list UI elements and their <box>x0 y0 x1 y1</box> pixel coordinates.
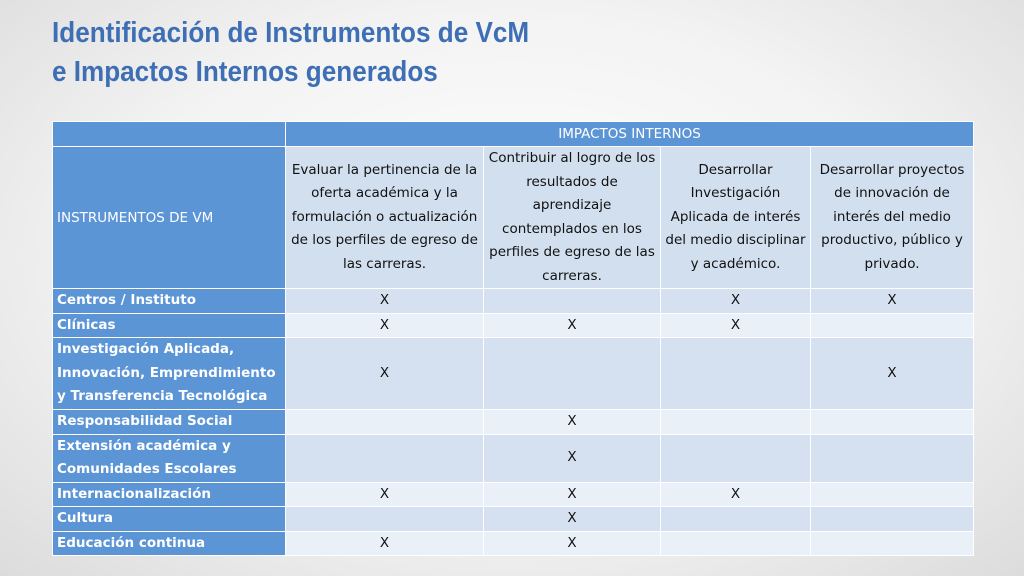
table-cell: X <box>286 531 484 556</box>
impacts-header: IMPACTOS INTERNOS <box>286 122 974 147</box>
slide-title-line-1: Identificación de Instrumentos de VcM <box>52 17 530 49</box>
row-label: Cultura <box>53 507 286 532</box>
table-row <box>53 507 974 532</box>
column-header: Desarrollar Investigación Aplicada de interés del medio disciplinar y académico. <box>661 147 811 289</box>
table-cell: X <box>484 482 661 507</box>
table-cell: X <box>661 313 811 338</box>
row-label: Educación continua <box>53 531 286 556</box>
slide-title-line-2: e Impactos Internos generados <box>52 56 438 88</box>
column-header: Contribuir al logro de los resultados de aprendizaje contemplados en los perfiles de egreso de las carreras. <box>484 147 661 289</box>
table-cell: X <box>286 289 484 314</box>
table-cell <box>811 531 974 556</box>
table-cell <box>484 338 661 410</box>
slide-title <box>52 14 529 92</box>
table-cell <box>661 507 811 532</box>
table-row <box>53 313 974 338</box>
column-header: Evaluar la pertinencia de la oferta académica y la formulación o actualización de los perfiles de egreso de las carreras. <box>286 147 484 289</box>
table-row <box>53 289 974 314</box>
table-cell: X <box>811 289 974 314</box>
row-label: Internacionalización <box>53 482 286 507</box>
table-cell: X <box>286 313 484 338</box>
row-label: Centros / Instituto <box>53 289 286 314</box>
row-label: Clínicas <box>53 313 286 338</box>
table-cell <box>811 313 974 338</box>
row-label: Extensión académica y Comunidades Escolares <box>53 434 286 482</box>
table-cell <box>661 531 811 556</box>
table-cell <box>661 410 811 435</box>
table-cell: X <box>484 434 661 482</box>
table-cell: X <box>811 338 974 410</box>
table-cell <box>811 482 974 507</box>
table-row <box>53 482 974 507</box>
row-label: Investigación Aplicada, Innovación, Emprendimiento y Transferencia Tecnológica <box>53 338 286 410</box>
table-cell: X <box>484 410 661 435</box>
table-cell: X <box>661 289 811 314</box>
table-cell <box>661 434 811 482</box>
table-row <box>53 338 974 410</box>
table-cell <box>661 338 811 410</box>
table-cell <box>811 507 974 532</box>
table-cell <box>811 410 974 435</box>
table-cell <box>286 410 484 435</box>
row-label: Responsabilidad Social <box>53 410 286 435</box>
instruments-impacts-table <box>52 121 974 556</box>
table-cell: X <box>286 338 484 410</box>
table-row <box>53 434 974 482</box>
table-cell <box>286 434 484 482</box>
table-cell: X <box>484 531 661 556</box>
column-header: Desarrollar proyectos de innovación de interés del medio productivo, público y privado. <box>811 147 974 289</box>
table-cell: X <box>661 482 811 507</box>
table-cell: X <box>484 313 661 338</box>
table-cell <box>286 507 484 532</box>
instruments-header: INSTRUMENTOS DE VM <box>53 147 286 289</box>
table-cell: X <box>286 482 484 507</box>
table-cell <box>811 434 974 482</box>
table-row <box>53 531 974 556</box>
table-corner-cell <box>53 122 286 147</box>
table-row <box>53 410 974 435</box>
table-cell <box>484 289 661 314</box>
table-cell: X <box>484 507 661 532</box>
